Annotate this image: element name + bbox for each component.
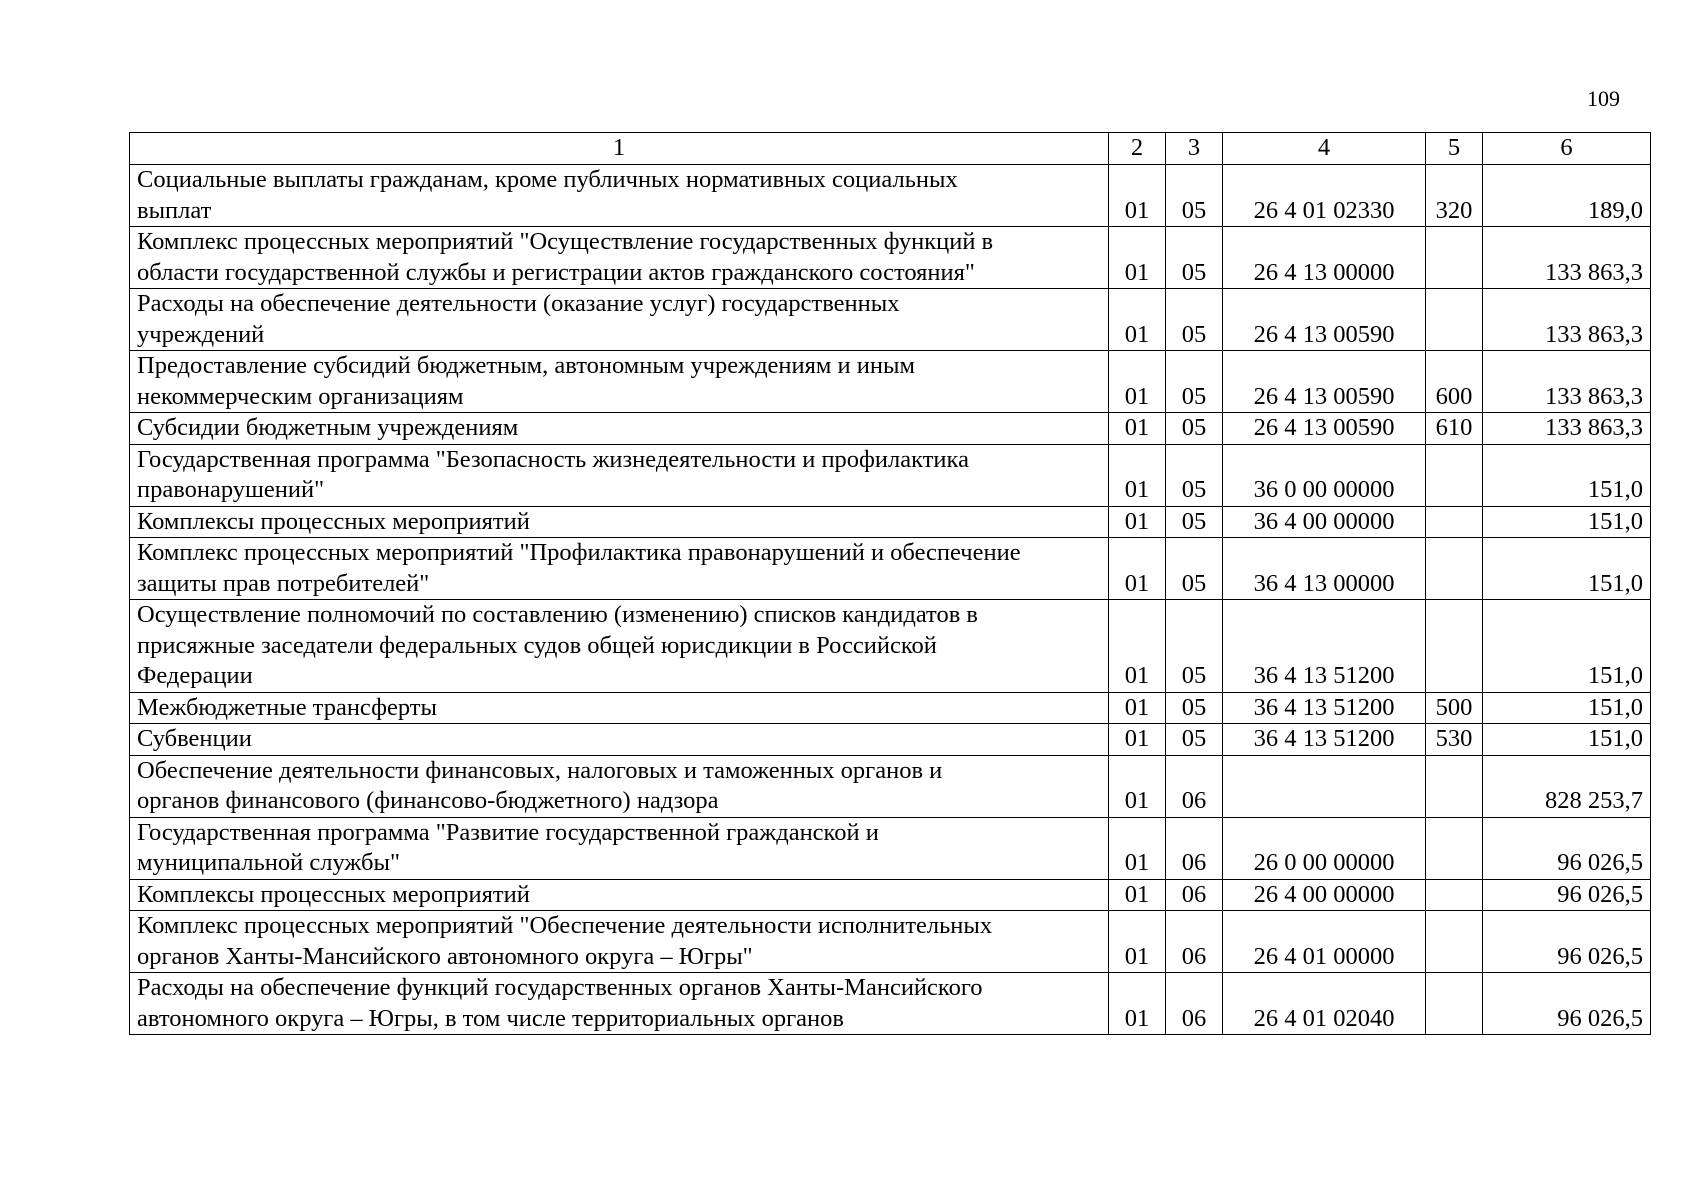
row-name-cell: Комплекс процессных мероприятий "Обеспечение деятельности исполнительных органов Ханты-Мансийского автономного округа – Югры" <box>130 911 1109 973</box>
row-target-code-cell: 36 4 13 51200 <box>1223 724 1426 756</box>
table-row <box>130 817 1651 879</box>
row-section-cell: 01 <box>1109 227 1166 289</box>
row-subsection-cell: 05 <box>1166 351 1223 413</box>
header-cell-3: 3 <box>1166 133 1223 165</box>
table-row <box>130 724 1651 756</box>
row-subsection-cell: 05 <box>1166 165 1223 227</box>
row-expense-type-cell <box>1426 538 1483 600</box>
table-body <box>130 165 1651 1035</box>
header-row <box>130 133 1651 165</box>
table-row <box>130 413 1651 445</box>
row-amount-cell: 151,0 <box>1483 538 1651 600</box>
row-name-cell: Расходы на обеспечение деятельности (оказание услуг) государственных учреждений <box>130 289 1109 351</box>
row-amount-cell: 96 026,5 <box>1483 817 1651 879</box>
header-cell-1: 1 <box>130 133 1109 165</box>
row-target-code-cell: 26 4 01 02040 <box>1223 973 1426 1035</box>
header-cell-6: 6 <box>1483 133 1651 165</box>
table-row <box>130 444 1651 506</box>
row-subsection-cell: 05 <box>1166 600 1223 693</box>
row-target-code-cell: 36 4 13 51200 <box>1223 600 1426 693</box>
row-name-cell: Осуществление полномочий по составлению (изменению) списков кандидатов в присяжные заседатели федеральных судов общей юрисдикции в Российской Федерации <box>130 600 1109 693</box>
row-expense-type-cell <box>1426 817 1483 879</box>
row-section-cell: 01 <box>1109 973 1166 1035</box>
row-subsection-cell: 05 <box>1166 538 1223 600</box>
row-name-cell: Предоставление субсидий бюджетным, автономным учреждениям и иным некоммерческим организациям <box>130 351 1109 413</box>
row-expense-type-cell <box>1426 911 1483 973</box>
row-subsection-cell: 06 <box>1166 879 1223 911</box>
row-section-cell: 01 <box>1109 755 1166 817</box>
row-target-code-cell: 26 4 01 02330 <box>1223 165 1426 227</box>
row-subsection-cell: 06 <box>1166 911 1223 973</box>
row-section-cell: 01 <box>1109 413 1166 445</box>
row-amount-cell: 133 863,3 <box>1483 227 1651 289</box>
header-cell-2: 2 <box>1109 133 1166 165</box>
row-expense-type-cell <box>1426 755 1483 817</box>
row-target-code-cell: 36 4 13 51200 <box>1223 692 1426 724</box>
row-subsection-cell: 06 <box>1166 755 1223 817</box>
row-amount-cell: 96 026,5 <box>1483 879 1651 911</box>
table-row <box>130 692 1651 724</box>
row-expense-type-cell: 610 <box>1426 413 1483 445</box>
table-row <box>130 289 1651 351</box>
row-name-cell: Субсидии бюджетным учреждениям <box>130 413 1109 445</box>
table-row <box>130 755 1651 817</box>
header-cell-5: 5 <box>1426 133 1483 165</box>
row-amount-cell: 133 863,3 <box>1483 413 1651 445</box>
table-row <box>130 879 1651 911</box>
row-target-code-cell: 26 0 00 00000 <box>1223 817 1426 879</box>
row-amount-cell: 133 863,3 <box>1483 351 1651 413</box>
row-target-code-cell: 36 4 13 00000 <box>1223 538 1426 600</box>
row-expense-type-cell: 320 <box>1426 165 1483 227</box>
row-expense-type-cell <box>1426 227 1483 289</box>
row-subsection-cell: 05 <box>1166 692 1223 724</box>
table-row <box>130 911 1651 973</box>
row-name-cell: Комплексы процессных мероприятий <box>130 879 1109 911</box>
row-target-code-cell: 26 4 13 00000 <box>1223 227 1426 289</box>
row-amount-cell: 151,0 <box>1483 724 1651 756</box>
row-name-cell: Комплексы процессных мероприятий <box>130 506 1109 538</box>
row-expense-type-cell <box>1426 600 1483 693</box>
row-section-cell: 01 <box>1109 538 1166 600</box>
table-row <box>130 165 1651 227</box>
row-subsection-cell: 06 <box>1166 817 1223 879</box>
row-target-code-cell: 26 4 13 00590 <box>1223 289 1426 351</box>
row-name-cell: Государственная программа "Развитие государственной гражданской и муниципальной службы" <box>130 817 1109 879</box>
row-amount-cell: 151,0 <box>1483 692 1651 724</box>
row-expense-type-cell: 500 <box>1426 692 1483 724</box>
row-amount-cell: 96 026,5 <box>1483 911 1651 973</box>
row-amount-cell: 151,0 <box>1483 506 1651 538</box>
row-name-cell: Комплекс процессных мероприятий "Осуществление государственных функций в области государственной службы и регистрации актов гражданского состояния" <box>130 227 1109 289</box>
row-subsection-cell: 05 <box>1166 413 1223 445</box>
row-target-code-cell: 26 4 13 00590 <box>1223 413 1426 445</box>
row-name-cell: Социальные выплаты гражданам, кроме публичных нормативных социальных выплат <box>130 165 1109 227</box>
row-section-cell: 01 <box>1109 879 1166 911</box>
table-row <box>130 600 1651 693</box>
table-row <box>130 973 1651 1035</box>
row-section-cell: 01 <box>1109 911 1166 973</box>
row-section-cell: 01 <box>1109 351 1166 413</box>
row-section-cell: 01 <box>1109 289 1166 351</box>
row-expense-type-cell: 600 <box>1426 351 1483 413</box>
row-section-cell: 01 <box>1109 444 1166 506</box>
row-subsection-cell: 05 <box>1166 506 1223 538</box>
row-target-code-cell <box>1223 755 1426 817</box>
row-amount-cell: 151,0 <box>1483 600 1651 693</box>
row-expense-type-cell <box>1426 973 1483 1035</box>
row-amount-cell: 133 863,3 <box>1483 289 1651 351</box>
row-section-cell: 01 <box>1109 817 1166 879</box>
row-amount-cell: 96 026,5 <box>1483 973 1651 1035</box>
row-target-code-cell: 26 4 01 00000 <box>1223 911 1426 973</box>
table-header <box>130 133 1651 165</box>
row-target-code-cell: 26 4 00 00000 <box>1223 879 1426 911</box>
row-name-cell: Комплекс процессных мероприятий "Профилактика правонарушений и обеспечение защиты прав потребителей" <box>130 538 1109 600</box>
row-subsection-cell: 05 <box>1166 289 1223 351</box>
table-row <box>130 351 1651 413</box>
row-expense-type-cell <box>1426 444 1483 506</box>
budget-table <box>129 132 1651 1035</box>
row-name-cell: Субвенции <box>130 724 1109 756</box>
row-name-cell: Расходы на обеспечение функций государственных органов Ханты-Мансийского автономного округа – Югры, в том числе территориальных органов <box>130 973 1109 1035</box>
row-section-cell: 01 <box>1109 692 1166 724</box>
row-name-cell: Государственная программа "Безопасность жизнедеятельности и профилактика правонарушений" <box>130 444 1109 506</box>
table-row <box>130 538 1651 600</box>
row-section-cell: 01 <box>1109 506 1166 538</box>
row-section-cell: 01 <box>1109 600 1166 693</box>
row-subsection-cell: 05 <box>1166 724 1223 756</box>
row-name-cell: Межбюджетные трансферты <box>130 692 1109 724</box>
page-number: 109 <box>1587 86 1620 111</box>
row-expense-type-cell <box>1426 289 1483 351</box>
row-target-code-cell: 26 4 13 00590 <box>1223 351 1426 413</box>
header-cell-4: 4 <box>1223 133 1426 165</box>
row-subsection-cell: 06 <box>1166 973 1223 1035</box>
table-row <box>130 506 1651 538</box>
row-section-cell: 01 <box>1109 724 1166 756</box>
row-subsection-cell: 05 <box>1166 444 1223 506</box>
row-section-cell: 01 <box>1109 165 1166 227</box>
row-target-code-cell: 36 4 00 00000 <box>1223 506 1426 538</box>
row-amount-cell: 189,0 <box>1483 165 1651 227</box>
row-expense-type-cell: 530 <box>1426 724 1483 756</box>
table-row <box>130 227 1651 289</box>
row-amount-cell: 828 253,7 <box>1483 755 1651 817</box>
row-expense-type-cell <box>1426 879 1483 911</box>
row-subsection-cell: 05 <box>1166 227 1223 289</box>
row-expense-type-cell <box>1426 506 1483 538</box>
row-target-code-cell: 36 0 00 00000 <box>1223 444 1426 506</box>
row-name-cell: Обеспечение деятельности финансовых, налоговых и таможенных органов и органов финансового (финансово-бюджетного) надзора <box>130 755 1109 817</box>
row-amount-cell: 151,0 <box>1483 444 1651 506</box>
